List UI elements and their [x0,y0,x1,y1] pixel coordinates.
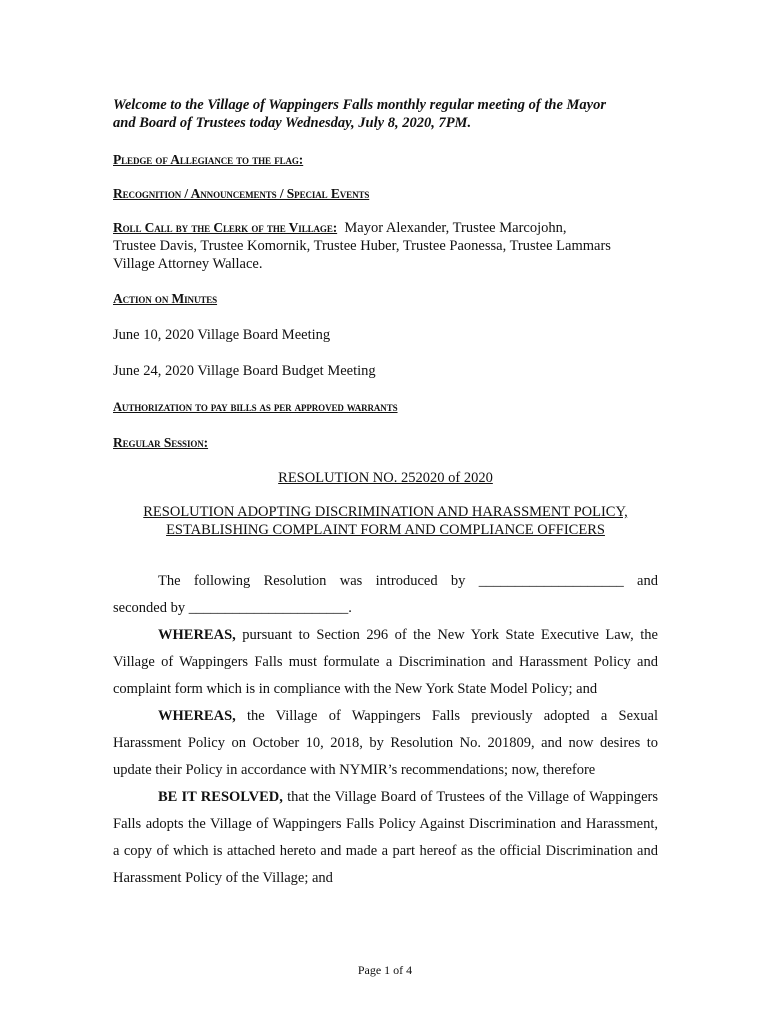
roll-call-heading: Roll Call by the Clerk of the Village: [113,220,338,235]
whereas-2-text: the Village of Wappingers Falls previously adopted a Sexual Harassment Policy on October 10, 2018, by Resolution No. 201809, and now desires to update their Policy in accordance with NYMIR’s recommendations; now, therefore [113,708,658,778]
whereas-paragraph-2 [113,703,658,784]
resolution-title [113,503,658,539]
resolved-text: that the Village Board of Trustees of the Village of Wappingers Falls adopts the Village of Wappingers Falls Policy Against Discrimination and Harassment, a copy of which is attached hereto and made a part hereof as the official Discrimination and Harassment Policy of the Village; and [113,789,659,886]
roll-call-text-3: Village Attorney Wallace. [113,256,263,272]
roll-call-text-1: Mayor Alexander, Trustee Marcojohn, [337,220,567,236]
roll-call-text-2: Trustee Davis, Trustee Komornik, Trustee Huber, Trustee Paonessa, Trustee Lammars [113,238,611,254]
resolution-number: RESOLUTION NO. 252020 of 2020 [278,470,493,486]
whereas-1-lead: WHEREAS, [158,627,236,643]
roll-call-section [113,219,658,273]
regular-session-heading: Regular Session: [113,435,209,450]
whereas-2-lead: WHEREAS, [158,708,236,724]
resolution-title-line-2: ESTABLISHING COMPLAINT FORM AND COMPLIANCE OFFICERS [166,522,605,538]
resolution-intro-line-1: The following Resolution was introduced by ____________________ and [158,573,658,589]
whereas-1-text: pursuant to Section 296 of the New York State Executive Law, the Village of Wappingers Falls must formulate a Discrimination and Harassment Policy and complaint form which is in compliance with the New York State Model Policy; and [113,627,658,697]
pledge-heading: Pledge of Allegiance to the flag: [113,152,304,167]
resolution-intro-line-2: seconded by ______________________. [113,600,352,616]
minutes-item-2: June 24, 2020 Village Board Budget Meeting [113,363,376,379]
resolved-paragraph [113,784,658,892]
page-number: Page 1 of 4 [357,963,413,977]
resolved-lead: BE IT RESOLVED, [158,789,283,805]
resolution-intro [113,568,658,622]
welcome-line-1: Welcome to the Village of Wappingers Falls monthly regular meeting of the Mayor [113,97,607,113]
whereas-paragraph-1 [113,622,658,703]
authorization-heading: Authorization to pay bills as per approved warrants [113,400,398,414]
welcome-statement [113,96,658,132]
welcome-line-2: and Board of Trustees today Wednesday, July 8, 2020, 7PM. [113,115,472,131]
resolution-title-line-1: RESOLUTION ADOPTING DISCRIMINATION AND HARASSMENT POLICY, [143,504,628,520]
minutes-item-1: June 10, 2020 Village Board Meeting [113,327,331,343]
action-on-minutes-heading: Action on Minutes [113,291,218,306]
recognition-heading: Recognition / Announcements / Special Events [113,186,370,201]
